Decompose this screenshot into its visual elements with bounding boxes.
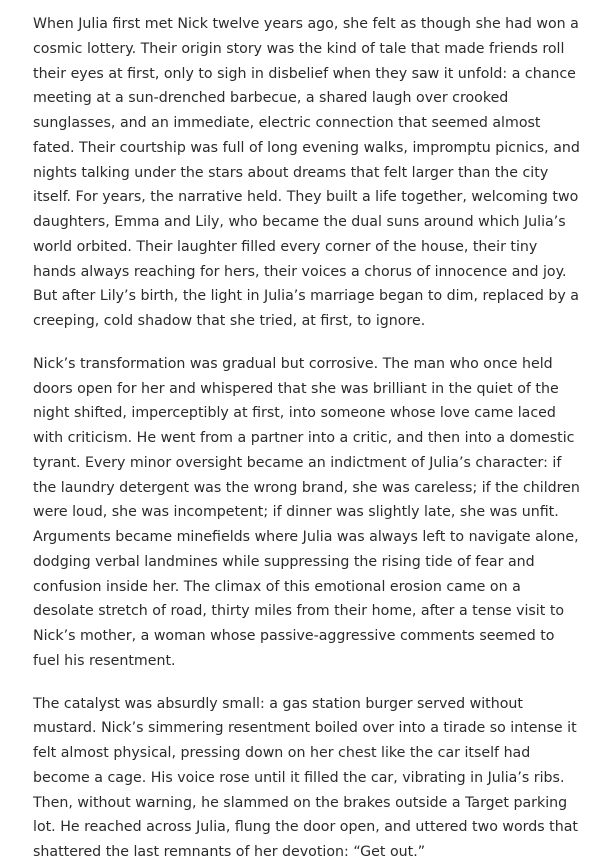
paragraph-1: When Julia first met Nick twelve years ago, she felt as though she had won a cosmic lottery. Their origin story was the kind of tale that made friends roll their eyes at first, only to sigh in disbelief when they saw it unfold: a chance meeting at a sun-drenched barbecue, a shared laugh over crooked sunglasses, and an immediate, electric connection that seemed almost fated. Their courtship was full of long evening walks, impromptu picnics, and nights talking under the stars about dreams that felt larger than the city itself. For years, the narrative held. They built a life together, welcoming two daughters, Emma and Lily, who became the dual suns around which Julia’s world orbited. Their laughter filled every corner of the house, their tiny hands always reaching for hers, their voices a chorus of innocence and joy. But after Lily’s birth, the light in Julia’s marriage began to dim, replaced by a creeping, cold shadow that she tried, at first, to ignore. xyxy=(33,16,580,329)
paragraph-3: The catalyst was absurdly small: a gas station burger served without mustard. Nick’s simmering resentment boiled over into a tirade so intense it felt almost physical, pressing down on her chest like the car itself had become a cage. His voice rose until it filled the car, vibrating in Julia’s ribs. Then, without warning, he slammed on the brakes outside a Target parking lot. He reached across Julia, flung the door open, and uttered two words that shattered the last remnants of her devotion: “Get out.” xyxy=(33,695,578,860)
paragraph-2: Nick’s transformation was gradual but corrosive. The man who once held doors open for her and whispered that she was brilliant in the quiet of the night shifted, imperceptibly at first, into someone whose love came laced with criticism. He went from a partner into a critic, and then into a domestic tyrant. Every minor oversight became an indictment of Julia’s character: if the laundry detergent was the wrong brand, she was careless; if the children were loud, she was incompetent; if dinner was slightly late, she was unfit. Arguments became minefields where Julia was always left to navigate alone, dodging verbal landmines while suppressing the rising tide of fear and confusion inside her. The climax of this emotional erosion came on a desolate stretch of road, thirty miles from their home, after a tense visit to Nick’s mother, a woman whose passive-aggressive comments seemed to fuel his resentment. xyxy=(33,355,580,669)
